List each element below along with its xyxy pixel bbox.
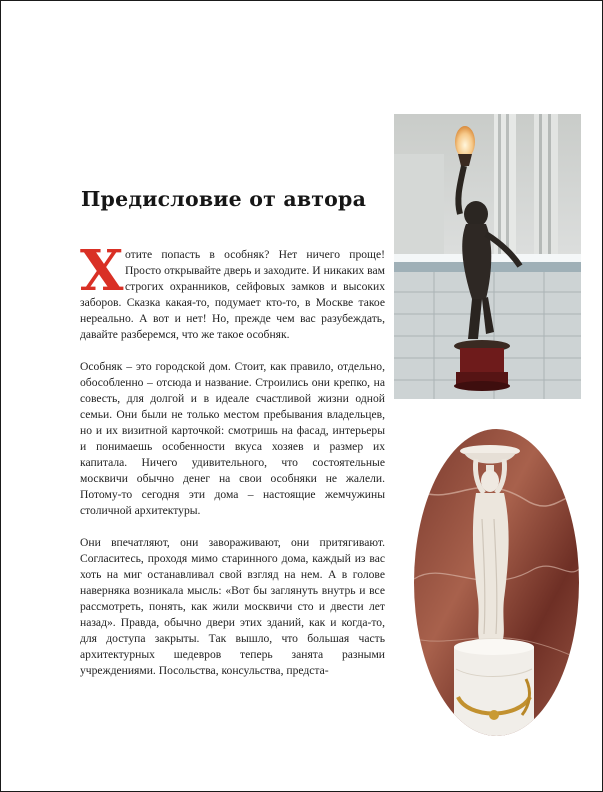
page-title: Предисловие от автора	[81, 187, 367, 211]
marble-caryatid-illustration	[414, 429, 579, 736]
paragraph-3: Они впечатляют, они завораживают, они притягивают. Согласитесь, проходя мимо старинного дома, каждый из вас хоть на миг останавливал свой взгляд на нем. А в голове наверняка возникала мысль: «Вот бы заглянуть внутрь и все рассмотреть, понять, как жили москвичи сто и двести лет назад». Правда, обычно двери этих зданий, как и когда-то, для доступа закрыты. Так вышло, что большая часть архитектурных шедевров теперь занята разными учреждениями. Посольства, консульства, предста-	[80, 536, 385, 677]
drop-cap: Х	[80, 238, 124, 304]
body-text	[80, 238, 385, 695]
photo-marble-caryatid	[414, 429, 579, 736]
paragraph-1	[80, 238, 385, 343]
photo-bronze-statue	[394, 114, 581, 399]
paragraph-2: Особняк – это городской дом. Стоит, как правило, отдельно, обособленно – отсюда и название. Строились они крепко, на совесть, для долгой и в идеале счастливой жизни одной семьи. Они были не только местом пребывания владельцев, но и их визитной карточкой: смотришь на фасад, интерьеры и понимаешь особенности вкуса хозяев и размер их капитала. Ничего удивительного, что состоятельные москвичи обычно денег на свои особняки не жалели. Потому-то сегодня эти дома – настоящие жемчужины столичной архитектуры.	[80, 360, 385, 517]
paragraph-1-text: отите попасть в особняк? Нет ничего проще! Просто открывайте дверь и заходите. И никаких вам строгих охранников, сейфовых замков и высоких заборов. Сказка какая-то, подумает кто-то, в Москве такое нереально. А вот и нет! Но, прежде чем вас разубеждать, давайте разберемся, что же такое особняк.	[80, 248, 385, 341]
bronze-statue-illustration	[394, 114, 581, 399]
